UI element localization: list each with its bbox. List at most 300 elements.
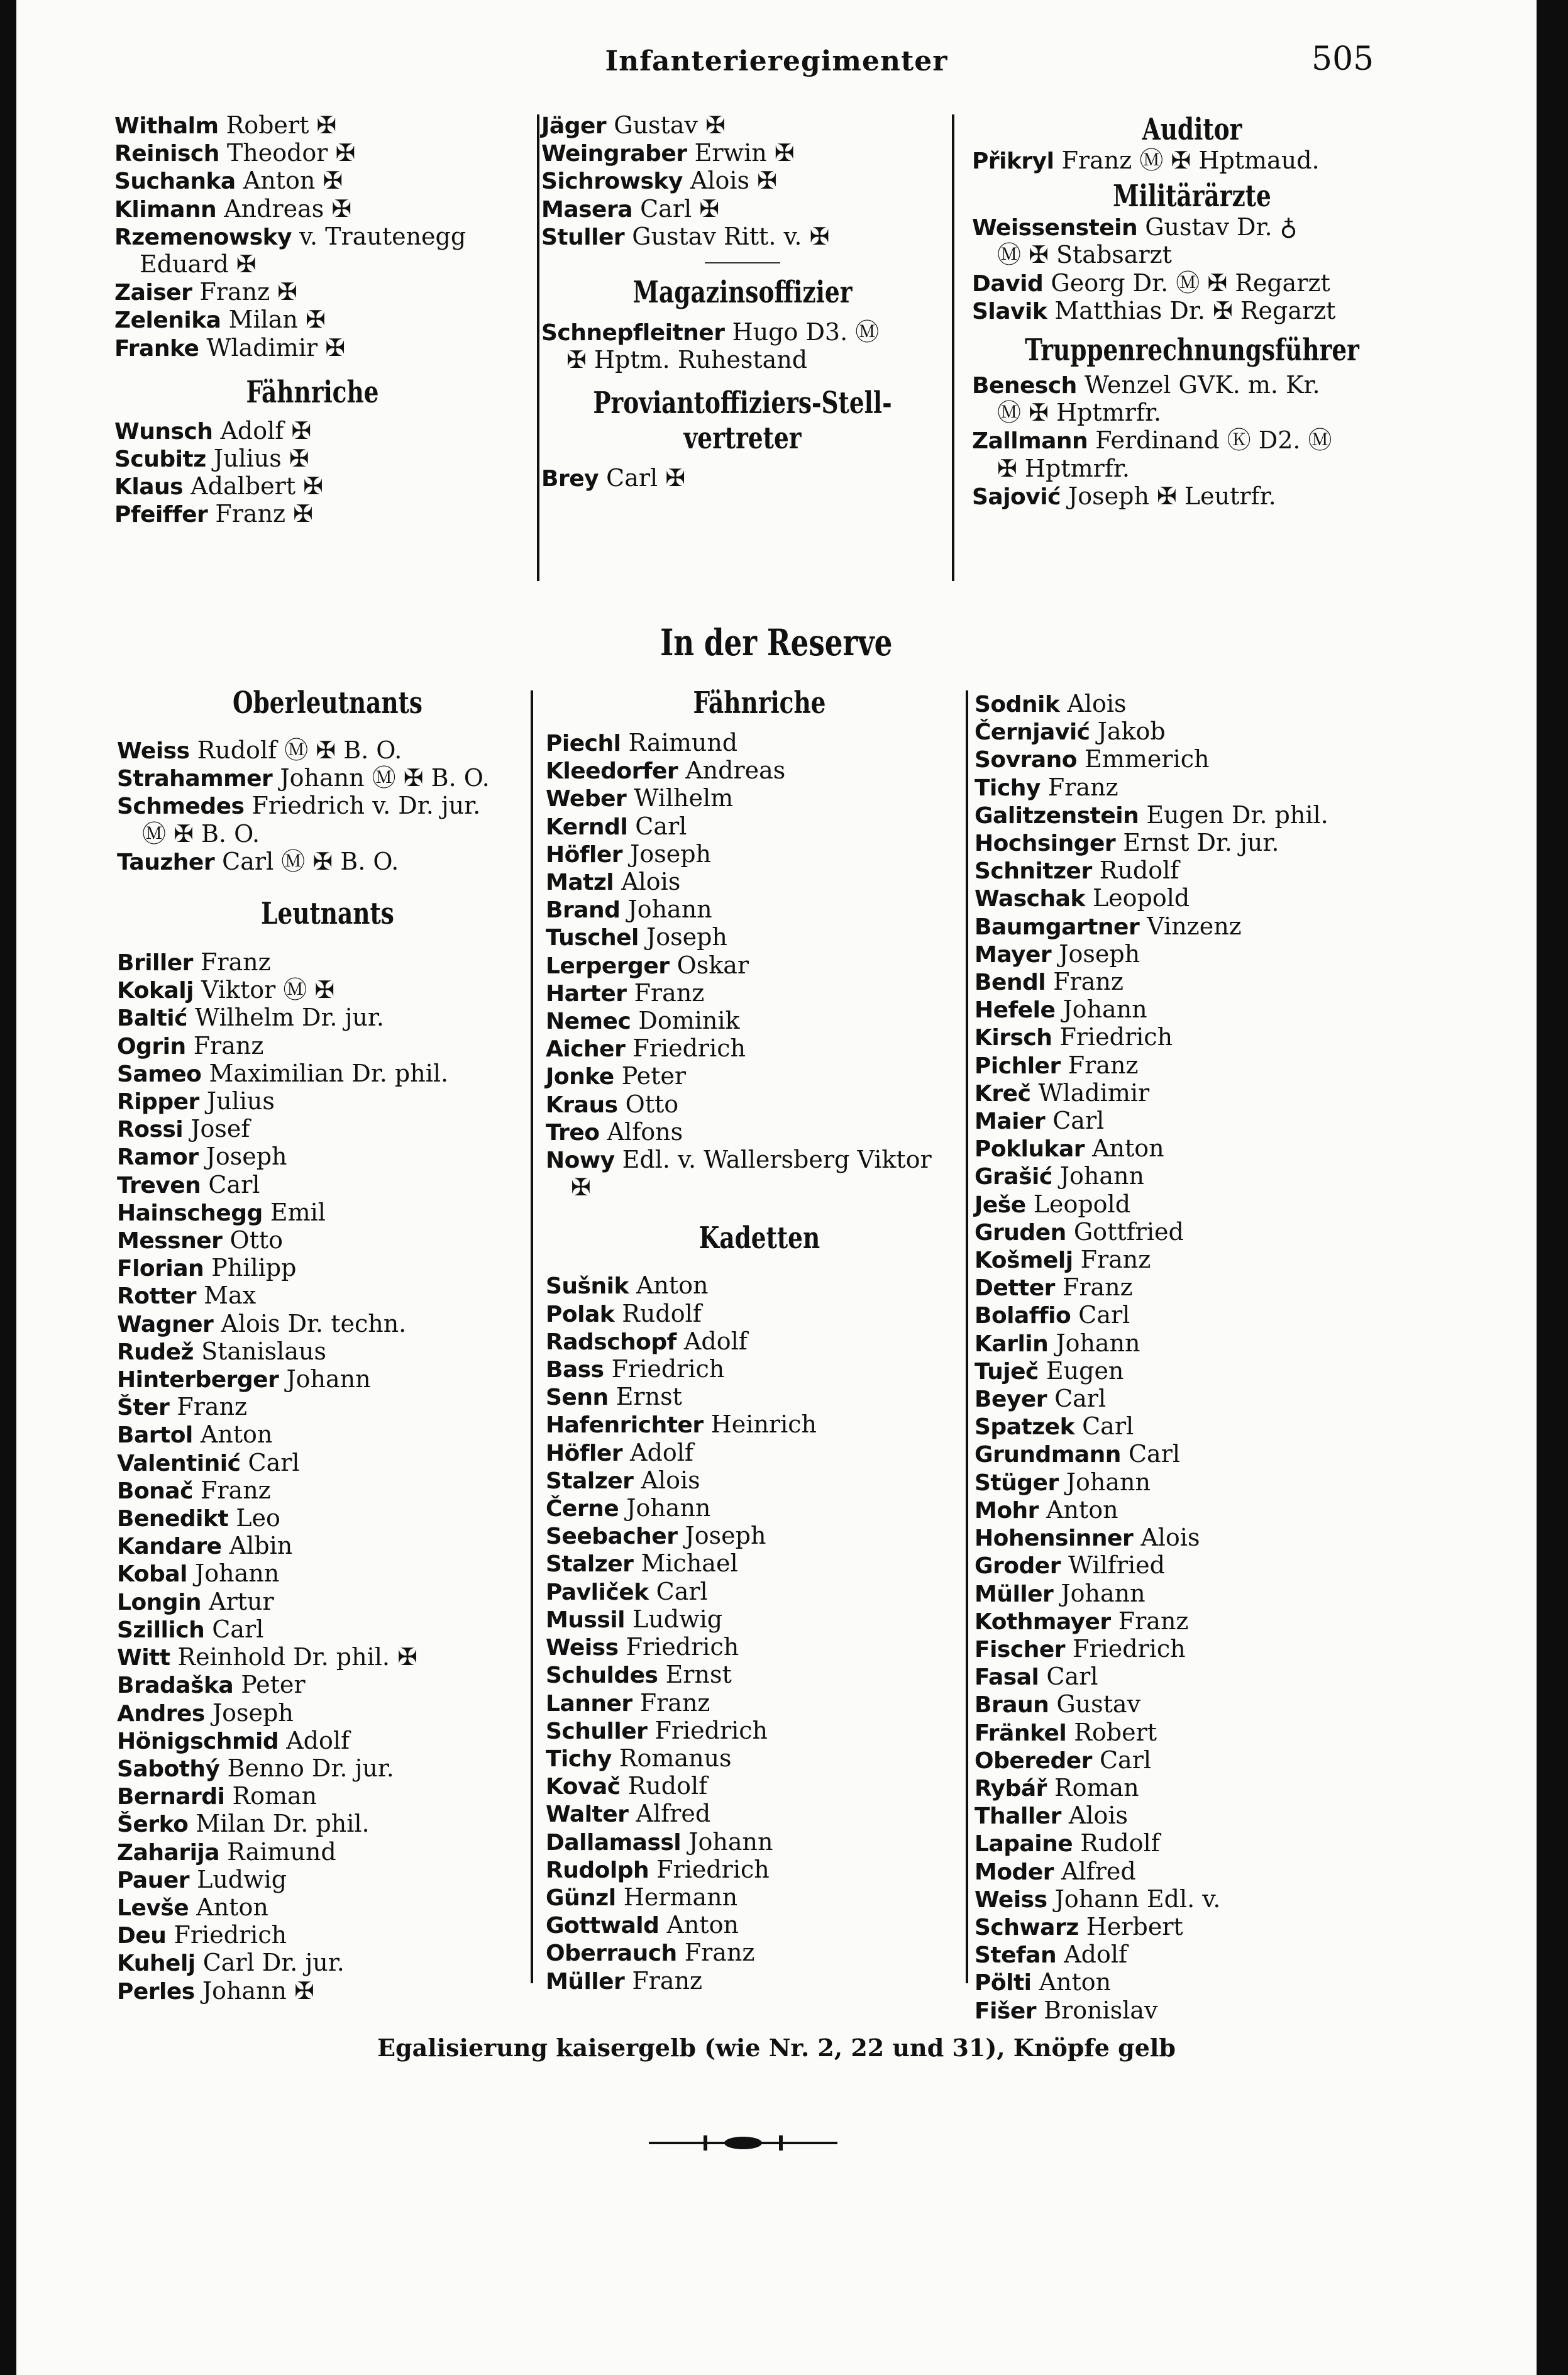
proviant-heading-1: Proviantoffiziers-Stell- — [593, 385, 892, 421]
entry-details: Robert ✠ — [218, 111, 337, 139]
entry-details: Franz — [192, 1476, 271, 1504]
entry-surname: Schwarz — [974, 1914, 1079, 1940]
entry-details: Johann — [1053, 1579, 1146, 1607]
list-entry — [117, 1532, 538, 1560]
entry-surname: Weber — [546, 786, 627, 812]
entry-details: Ludwig — [189, 1865, 287, 1893]
entry-details: Eugen Dr. phil. — [1139, 800, 1328, 829]
entry-details: Emmerich — [1077, 745, 1210, 773]
list-entry — [117, 1199, 538, 1227]
entry-details: Theodor ✠ — [219, 139, 356, 167]
entry-surname: Schuller — [546, 1718, 648, 1744]
entry-details: Franz ✠ — [207, 500, 313, 528]
entry-details: Alois — [633, 1466, 700, 1494]
book-page — [16, 0, 1537, 2375]
list-entry — [117, 765, 538, 792]
list-entry — [117, 1839, 538, 1866]
list-entry — [974, 802, 1415, 829]
entry-surname: Bernardi — [117, 1784, 225, 1810]
auditor-heading: Auditor — [1142, 112, 1242, 147]
entry-surname: Dallamassl — [546, 1829, 682, 1856]
entry-details: Carl — [1071, 1301, 1130, 1329]
list-entry — [546, 1272, 973, 1300]
entry-surname: Zallmann — [972, 428, 1088, 455]
entry-details: Carl — [627, 812, 687, 840]
entry-details: Raimund — [219, 1837, 336, 1866]
list-entry — [546, 980, 973, 1007]
entry-surname: Schnepfleitner — [541, 320, 725, 346]
entry-details: Eugen — [1038, 1356, 1124, 1385]
entry-surname: Nemec — [546, 1009, 631, 1035]
closing-ornament — [649, 2130, 837, 2156]
entry-details: Joseph — [198, 1143, 287, 1171]
active-column-3 — [972, 112, 1412, 511]
entry-surname: Hafenrichter — [546, 1412, 704, 1439]
entry-details: Carl — [240, 1448, 300, 1476]
list-entry — [117, 1449, 538, 1477]
entry-details: Albin — [221, 1532, 293, 1560]
entry-surname: Stüger — [974, 1470, 1059, 1496]
entry-details: Anton — [189, 1893, 268, 1921]
entry-surname: Černjavić — [974, 719, 1090, 746]
entry-details: Emil — [262, 1198, 326, 1226]
list-entry — [546, 1578, 973, 1606]
entry-surname: Obereder — [974, 1747, 1092, 1774]
entry-surname: Stuller — [541, 224, 625, 250]
list-entry — [974, 996, 1415, 1024]
entry-details: Roman — [1046, 1773, 1139, 1802]
entry-surname: Maier — [974, 1109, 1046, 1135]
list-entry — [546, 1467, 973, 1495]
oberleutnants-heading: Oberleutnants — [233, 685, 422, 721]
entry-surname: Weiss — [974, 1886, 1047, 1913]
entry-details: Stanislaus — [194, 1337, 326, 1365]
list-entry — [117, 1088, 538, 1116]
entry-details: Johann — [620, 895, 712, 924]
list-entry — [114, 140, 511, 167]
list-entry — [114, 167, 511, 195]
list-entry — [974, 1191, 1415, 1219]
list-entry — [546, 1328, 973, 1356]
entry-surname: Rudolph — [546, 1857, 649, 1883]
entry-details: Heinrich — [703, 1410, 817, 1439]
entry-surname: Rossi — [117, 1117, 184, 1143]
entry-surname: Zaharija — [117, 1839, 220, 1866]
active-officers-list — [114, 112, 511, 362]
entry-details: Rudolf — [1091, 856, 1179, 885]
entry-surname: Baumgartner — [974, 914, 1140, 940]
list-entry — [117, 1755, 538, 1783]
entry-details: Gustav — [1049, 1690, 1141, 1719]
entry-details: Alois Dr. techn. — [213, 1309, 407, 1337]
entry-details: Wilhelm Dr. jur. — [187, 1004, 384, 1032]
entry-details: Ernst — [658, 1661, 732, 1689]
scan-edge-right — [1537, 0, 1568, 2375]
entry-surname: Hochsinger — [974, 831, 1116, 857]
list-entry — [546, 1439, 973, 1467]
list-entry — [546, 1146, 973, 1174]
entry-details: Georg Dr. Ⓜ ✠ Regarzt — [1043, 269, 1330, 297]
entry-surname: Benesch — [972, 373, 1077, 399]
entry-details: Michael — [633, 1549, 738, 1578]
list-entry — [974, 1052, 1415, 1080]
entry-details: Franz — [169, 1393, 248, 1421]
entry-details: Alfons — [599, 1117, 683, 1146]
list-entry — [974, 1636, 1415, 1663]
list-entry — [117, 1060, 538, 1088]
entry-details: Viktor Ⓜ ✠ — [193, 976, 335, 1004]
list-entry — [546, 1522, 973, 1550]
list-entry — [114, 445, 511, 473]
entry-surname: Sušnik — [546, 1273, 629, 1300]
entry-surname: Slavik — [972, 298, 1047, 324]
list-entry — [117, 1783, 538, 1810]
entry-surname: Polak — [546, 1301, 615, 1327]
entry-details: Alois ✠ — [682, 167, 777, 195]
list-entry — [974, 1330, 1415, 1358]
entry-details: Otto — [222, 1226, 284, 1254]
list-entry — [117, 1727, 538, 1755]
list-entry — [546, 757, 973, 785]
entry-details: Carl — [204, 1615, 264, 1643]
list-entry — [974, 1107, 1415, 1135]
active-faehnriche-list — [114, 418, 511, 529]
entry-details: Milan ✠ — [221, 306, 326, 334]
entry-details: Anton — [1031, 1968, 1112, 1996]
entry-surname: Mayer — [974, 941, 1052, 968]
entry-details: Franz — [1073, 1246, 1151, 1274]
list-entry — [117, 1421, 538, 1449]
list-entry — [546, 1091, 973, 1119]
entry-details: Johann — [1048, 1329, 1140, 1357]
list-entry — [546, 1800, 973, 1828]
entry-details: Franz — [192, 948, 271, 977]
active-column-1 — [114, 112, 511, 529]
entry-details: Friedrich — [1065, 1634, 1186, 1663]
entry-surname: Braun — [974, 1692, 1049, 1719]
proviant-list — [541, 465, 944, 492]
list-entry — [117, 1588, 538, 1616]
oberleutnants-list — [117, 737, 538, 876]
entry-surname: Bonač — [117, 1478, 193, 1504]
list-entry — [972, 483, 1412, 511]
entry-surname: Kleedorfer — [546, 758, 678, 785]
entry-details: Anton — [628, 1271, 709, 1300]
entry-surname: Ripper — [117, 1089, 199, 1116]
entry-details: Anton — [1085, 1134, 1164, 1163]
entry-details: Artur — [201, 1587, 274, 1615]
list-entry — [974, 1385, 1415, 1413]
list-entry — [974, 1608, 1415, 1636]
entry-surname: Treven — [117, 1172, 201, 1199]
list-entry — [546, 1856, 973, 1884]
list-entry — [974, 1858, 1415, 1886]
reserve-column-1 — [117, 685, 538, 2005]
entry-surname: Gruden — [974, 1219, 1066, 1246]
entry-details: Oskar — [669, 951, 749, 979]
list-entry — [974, 1441, 1415, 1468]
running-title: Infanterieregimenter — [605, 45, 948, 77]
entry-surname: Andres — [117, 1700, 205, 1727]
entry-details: Ernst Dr. jur. — [1115, 829, 1279, 857]
entry-surname: Brand — [546, 897, 621, 924]
entry-details: Franz — [185, 1031, 264, 1060]
entry-surname: Detter — [974, 1275, 1055, 1302]
entry-details: Edl. v. Wallersberg Viktor — [614, 1146, 932, 1174]
entry-details: Carl — [201, 1170, 260, 1199]
entry-details: Franz — [1046, 968, 1124, 996]
list-entry — [117, 848, 538, 876]
list-entry — [546, 1300, 973, 1328]
list-entry — [114, 223, 511, 251]
entry-details: v. Trautenegg — [291, 222, 467, 250]
entry-details: Franz — [624, 1966, 703, 1995]
entry-surname: Rotter — [117, 1283, 197, 1310]
list-entry — [114, 251, 511, 279]
entry-surname: Zaiser — [114, 280, 192, 306]
entry-surname: Šerko — [117, 1812, 189, 1838]
entry-surname: Scubitz — [114, 446, 206, 473]
list-entry — [546, 1717, 973, 1745]
entry-surname: Fischer — [974, 1636, 1065, 1663]
entry-details: Anton — [192, 1420, 273, 1449]
entry-surname: Kovač — [546, 1774, 621, 1800]
entry-details: Dominik — [631, 1007, 740, 1035]
entry-surname: Suchanka — [114, 169, 236, 195]
entry-details: Leopold — [1085, 884, 1190, 912]
entry-surname: Hönigschmid — [117, 1728, 279, 1754]
list-entry — [974, 1497, 1415, 1524]
entry-details: Jakob — [1090, 717, 1166, 746]
entry-details: Andreas ✠ — [216, 194, 352, 223]
list-entry — [541, 196, 944, 223]
entry-details: Franz Ⓜ ✠ Hptmaud. — [1054, 147, 1320, 174]
entry-surname: Sajović — [972, 484, 1061, 510]
faehnriche-heading: Fähnriche — [246, 374, 379, 410]
entry-surname: Přikryl — [972, 148, 1054, 174]
entry-surname: Valentinić — [117, 1450, 241, 1476]
list-entry — [972, 455, 1412, 483]
entry-details: Carl Ⓜ ✠ B. O. — [214, 847, 399, 875]
list-entry — [546, 896, 973, 924]
entry-surname: Šter — [117, 1395, 170, 1421]
entry-details: Joseph — [1051, 939, 1140, 968]
entry-details: Rudolf — [620, 1772, 708, 1800]
list-entry — [546, 1773, 973, 1800]
entry-details: Ⓜ ✠ Hptmrfr. — [997, 399, 1162, 427]
entry-surname: Stalzer — [546, 1551, 634, 1578]
list-entry — [974, 1774, 1415, 1802]
entry-details: Friedrich — [166, 1921, 287, 1949]
list-entry — [974, 1663, 1415, 1691]
entry-surname: Levše — [117, 1895, 189, 1921]
entry-details: Gustav Dr. ♁ — [1137, 213, 1298, 241]
list-entry — [972, 427, 1412, 455]
entry-details: Matthias Dr. ✠ Regarzt — [1047, 296, 1336, 324]
entry-surname: Wagner — [117, 1311, 214, 1337]
entry-surname: Tichy — [974, 775, 1041, 801]
list-entry — [974, 1358, 1415, 1385]
entry-surname: Witt — [117, 1645, 170, 1671]
entry-details: Joseph — [204, 1698, 294, 1727]
list-entry — [974, 829, 1415, 857]
entry-surname: Tuschel — [546, 925, 639, 951]
list-entry — [117, 792, 538, 820]
magazin-list — [541, 319, 944, 374]
list-entry — [114, 418, 511, 445]
entry-surname: Radschopf — [546, 1329, 676, 1355]
militaeraerzte-heading: Militärärzte — [1113, 179, 1271, 214]
list-entry — [974, 1552, 1415, 1580]
entry-surname: Tuječ — [974, 1358, 1039, 1385]
entry-surname: Masera — [541, 196, 633, 223]
entry-surname: Groder — [974, 1553, 1061, 1580]
list-entry — [117, 1644, 538, 1671]
entry-surname: Pavliček — [546, 1579, 649, 1605]
entry-details: Carl ✠ — [632, 194, 720, 223]
entry-surname: Schnitzer — [974, 858, 1092, 885]
list-entry — [974, 774, 1415, 802]
list-entry — [974, 690, 1415, 718]
list-entry — [117, 1227, 538, 1254]
entry-surname: Perles — [117, 1978, 195, 2005]
entry-details: Franz — [626, 978, 705, 1007]
entry-surname: Hinterberger — [117, 1367, 279, 1393]
list-entry — [546, 1356, 973, 1383]
entry-details: Hermann — [616, 1883, 738, 1911]
egalisierung-note: Egalisierung kaisergelb (wie Nr. 2, 22 und 31), Knöpfe gelb — [377, 2034, 1176, 2062]
entry-surname: Bass — [546, 1357, 604, 1383]
list-entry — [117, 1254, 538, 1282]
column-rule — [966, 690, 968, 1983]
entry-surname: Sabothý — [117, 1756, 220, 1782]
list-entry — [546, 841, 973, 868]
list-entry — [541, 140, 944, 167]
entry-details: Erwin ✠ — [687, 139, 795, 167]
list-entry — [117, 1866, 538, 1894]
list-entry — [974, 1580, 1415, 1608]
entry-details: Friedrich — [618, 1633, 739, 1661]
entry-details: Franz — [632, 1688, 710, 1717]
list-entry — [117, 1116, 538, 1143]
entry-details: Anton — [659, 1911, 739, 1939]
list-entry — [117, 1477, 538, 1505]
list-entry — [546, 1939, 973, 1967]
entry-surname: Seebacher — [546, 1524, 678, 1550]
entry-surname: Grašić — [974, 1164, 1052, 1190]
entry-surname: Günzl — [546, 1885, 616, 1911]
entry-surname: Thaller — [974, 1803, 1061, 1830]
entry-details: Raimund — [621, 729, 738, 756]
entry-details: ✠ — [571, 1173, 591, 1202]
entry-surname: Bendl — [974, 970, 1046, 996]
list-entry — [114, 196, 511, 223]
entry-details: Franz — [1060, 1051, 1139, 1079]
page-number: 505 — [1311, 40, 1374, 78]
entry-surname: Pölti — [974, 1970, 1032, 1996]
list-entry — [546, 1884, 973, 1912]
entry-surname: Höfler — [546, 1440, 623, 1466]
entry-details: Hugo D3. Ⓜ — [724, 318, 880, 346]
list-entry — [541, 112, 944, 140]
entry-surname: Rzemenowsky — [114, 224, 292, 250]
reserve-faehnriche-list — [546, 729, 973, 1202]
entry-surname: Aicher — [546, 1036, 626, 1063]
list-entry — [117, 1810, 538, 1838]
entry-surname: Nowy — [546, 1148, 615, 1174]
list-entry — [546, 1606, 973, 1634]
entry-details: ✠ Hptmrfr. — [997, 454, 1130, 482]
entry-surname: Gottwald — [546, 1913, 660, 1939]
list-entry — [974, 1719, 1415, 1747]
entry-surname: Brey — [541, 466, 599, 492]
entry-details: Gustav Ritt. v. ✠ — [624, 222, 830, 250]
entry-surname: Walter — [546, 1802, 629, 1828]
entry-surname: Weingraber — [541, 141, 687, 167]
entry-details: Julius — [199, 1087, 275, 1116]
entry-surname: Messner — [117, 1228, 223, 1254]
entry-details: Gustav ✠ — [606, 111, 726, 139]
entry-details: Peter — [614, 1062, 687, 1090]
truppen-list — [972, 372, 1412, 511]
entry-surname: Senn — [546, 1385, 609, 1411]
leutnants-list — [117, 949, 538, 2005]
entry-details: Adolf ✠ — [213, 416, 312, 445]
entry-surname: Ramor — [117, 1144, 199, 1171]
entry-details: Julius ✠ — [206, 445, 309, 473]
reserve-column-2 — [546, 685, 973, 1995]
list-entry — [117, 1560, 538, 1588]
list-entry — [546, 1411, 973, 1439]
entry-details: Milan Dr. phil. — [188, 1810, 370, 1838]
entry-surname: Pfeiffer — [114, 502, 208, 528]
list-entry — [546, 1035, 973, 1063]
entry-details: Friedrich — [647, 1716, 768, 1744]
list-entry — [546, 1745, 973, 1773]
section-divider — [705, 262, 780, 263]
list-entry — [114, 335, 511, 362]
list-entry — [974, 1524, 1415, 1552]
list-entry — [117, 1922, 538, 1949]
list-entry — [546, 952, 973, 980]
entry-surname: Moder — [974, 1859, 1054, 1885]
list-entry — [974, 1941, 1415, 1969]
list-entry — [117, 1894, 538, 1922]
entry-surname: Kothmayer — [974, 1608, 1111, 1635]
list-entry — [546, 1495, 973, 1522]
entry-details: Ernst — [608, 1383, 682, 1411]
reserve-heading-block — [16, 623, 1537, 663]
entry-surname: Grundmann — [974, 1442, 1121, 1468]
list-entry — [114, 306, 511, 334]
auditor-list — [972, 147, 1412, 175]
entry-surname: Sichrowsky — [541, 169, 683, 195]
entry-surname: Sovrano — [974, 747, 1078, 773]
reserve-faehnriche-heading: Fähnriche — [693, 685, 826, 721]
entry-details: Ⓜ ✠ Stabsarzt — [997, 241, 1172, 269]
entry-details: Reinhold Dr. phil. ✠ — [170, 1643, 417, 1671]
entry-surname: Fränkel — [974, 1720, 1067, 1746]
entry-details: Johann Edl. v. — [1047, 1885, 1221, 1913]
list-entry — [117, 1700, 538, 1727]
list-entry — [541, 223, 944, 251]
entry-details: Adalbert ✠ — [183, 472, 323, 501]
entry-surname: Fišer — [974, 1998, 1037, 2024]
entry-details: Carl — [1047, 1385, 1107, 1413]
reserve-heading: In der Reserve — [660, 621, 893, 664]
entry-details: Alfred — [628, 1800, 711, 1828]
list-entry — [546, 1550, 973, 1578]
